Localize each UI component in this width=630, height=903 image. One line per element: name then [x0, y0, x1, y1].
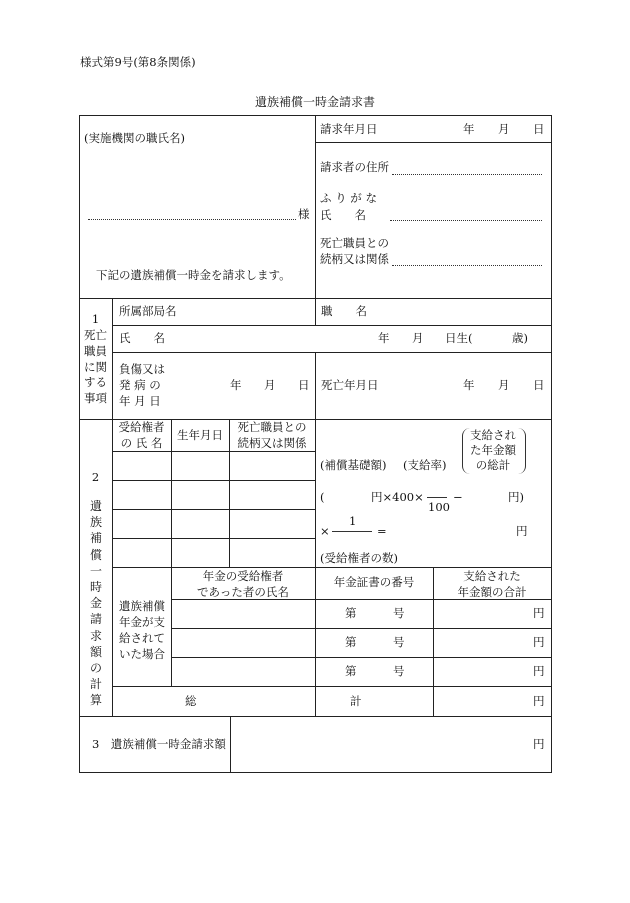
section1-title: 1 死亡 職員 に関 する 事項: [84, 312, 107, 406]
cert-dai-1: 第: [345, 606, 357, 620]
injury-label-3: 年 月 日: [119, 394, 161, 408]
injury-year[interactable]: 年: [230, 378, 242, 392]
calc-denominator: 100: [428, 500, 450, 514]
cert-go-2: 号: [393, 635, 405, 649]
calc-fraction-bar-2: [332, 531, 372, 532]
base-amount-label: (補償基礎額): [320, 458, 387, 472]
total-yen[interactable]: 円: [533, 694, 545, 708]
request-date-month[interactable]: 月: [498, 122, 510, 136]
calc-times: ×: [320, 524, 330, 538]
section2-number: 2: [91, 470, 100, 484]
age-label[interactable]: 歳): [512, 331, 528, 345]
death-month[interactable]: 月: [498, 378, 510, 392]
rate-label: (支給率): [403, 458, 447, 472]
relation-label-1: 死亡職員との: [320, 236, 389, 250]
cert-dai-3: 第: [345, 664, 357, 678]
col-relation: 死亡職員との 続柄又は関係: [237, 420, 307, 450]
calc-fraction-bar: [427, 497, 447, 498]
cert-go-1: 号: [393, 606, 405, 620]
col-pension-recipient: 年金の受給権者 であった者の氏名: [197, 569, 289, 599]
section2-vertical-title: 遺族補償一時金請求額の計算: [89, 499, 102, 708]
agency-label: (実施機関の職氏名): [84, 131, 185, 145]
recipient-count-label: (受給権者の数): [320, 551, 398, 565]
dept-label: 所属部局名: [119, 304, 177, 318]
death-day[interactable]: 日: [533, 378, 545, 392]
cert-go-3: 号: [393, 664, 405, 678]
birth-month[interactable]: 月: [412, 331, 424, 345]
request-date-label: 請求年月日: [320, 122, 378, 136]
document-title: 遺族補償一時金請求書: [254, 95, 375, 109]
claimant-name-label: 氏 名: [320, 208, 366, 222]
section3-label: 3 遺族補償一時金請求額: [92, 737, 226, 751]
col-cert-number: 年金証書の番号: [333, 575, 415, 589]
calc-result-yen[interactable]: 円: [516, 524, 528, 538]
form-number: 様式第9号(第8条関係): [80, 55, 196, 69]
col-paid-total: 支給された 年金額の合計: [457, 569, 527, 599]
address-field[interactable]: [392, 174, 542, 175]
post-label: 職 名: [321, 304, 367, 318]
pension-case-label: 遺族補償 年金が支 給されて いた場合: [119, 599, 165, 662]
total-label-1: 総: [185, 694, 197, 708]
death-year[interactable]: 年: [463, 378, 475, 392]
section3-yen[interactable]: 円: [533, 737, 545, 751]
agency-name-line[interactable]: [88, 219, 296, 220]
injury-label-1: 負傷又は: [119, 362, 165, 376]
calc-yen-x400: 円×400×: [371, 490, 424, 504]
calc-yen-close: 円): [508, 490, 524, 504]
col-birth-date: 生年月日: [177, 428, 223, 442]
calc-equals: =: [377, 524, 387, 538]
birth-year[interactable]: 年: [378, 331, 390, 345]
relation-label-2: 続柄又は関係: [320, 252, 389, 266]
death-date-label: 死亡年月日: [321, 378, 379, 392]
injury-day[interactable]: 日: [298, 378, 310, 392]
row2-yen[interactable]: 円: [533, 635, 545, 649]
birth-day-open: 日生(: [445, 331, 473, 345]
col-recipient-name: 受給権者 の 氏 名: [118, 420, 165, 450]
furigana-label: ふ り が な: [320, 191, 377, 205]
injury-label-2: 発 病 の: [119, 378, 161, 392]
paid-total-note: 支給され た年金額 の総計: [470, 428, 516, 472]
address-label: 請求者の住所: [320, 160, 389, 174]
relation-field[interactable]: [392, 265, 542, 266]
calc-minus: −: [453, 490, 463, 504]
row3-yen[interactable]: 円: [533, 664, 545, 678]
request-date-day[interactable]: 日: [533, 122, 545, 136]
sama-suffix: 様: [298, 207, 310, 221]
request-date-year[interactable]: 年: [463, 122, 475, 136]
calc-one: 1: [349, 514, 357, 528]
total-label-2: 計: [350, 694, 362, 708]
row1-yen[interactable]: 円: [533, 606, 545, 620]
calc-open-paren: (: [320, 490, 325, 504]
request-statement: 下記の遺族補償一時金を請求します。: [96, 268, 291, 282]
cert-dai-2: 第: [345, 635, 357, 649]
injury-month[interactable]: 月: [264, 378, 276, 392]
claimant-name-field[interactable]: [390, 220, 542, 221]
deceased-name-label: 氏 名: [119, 331, 165, 345]
